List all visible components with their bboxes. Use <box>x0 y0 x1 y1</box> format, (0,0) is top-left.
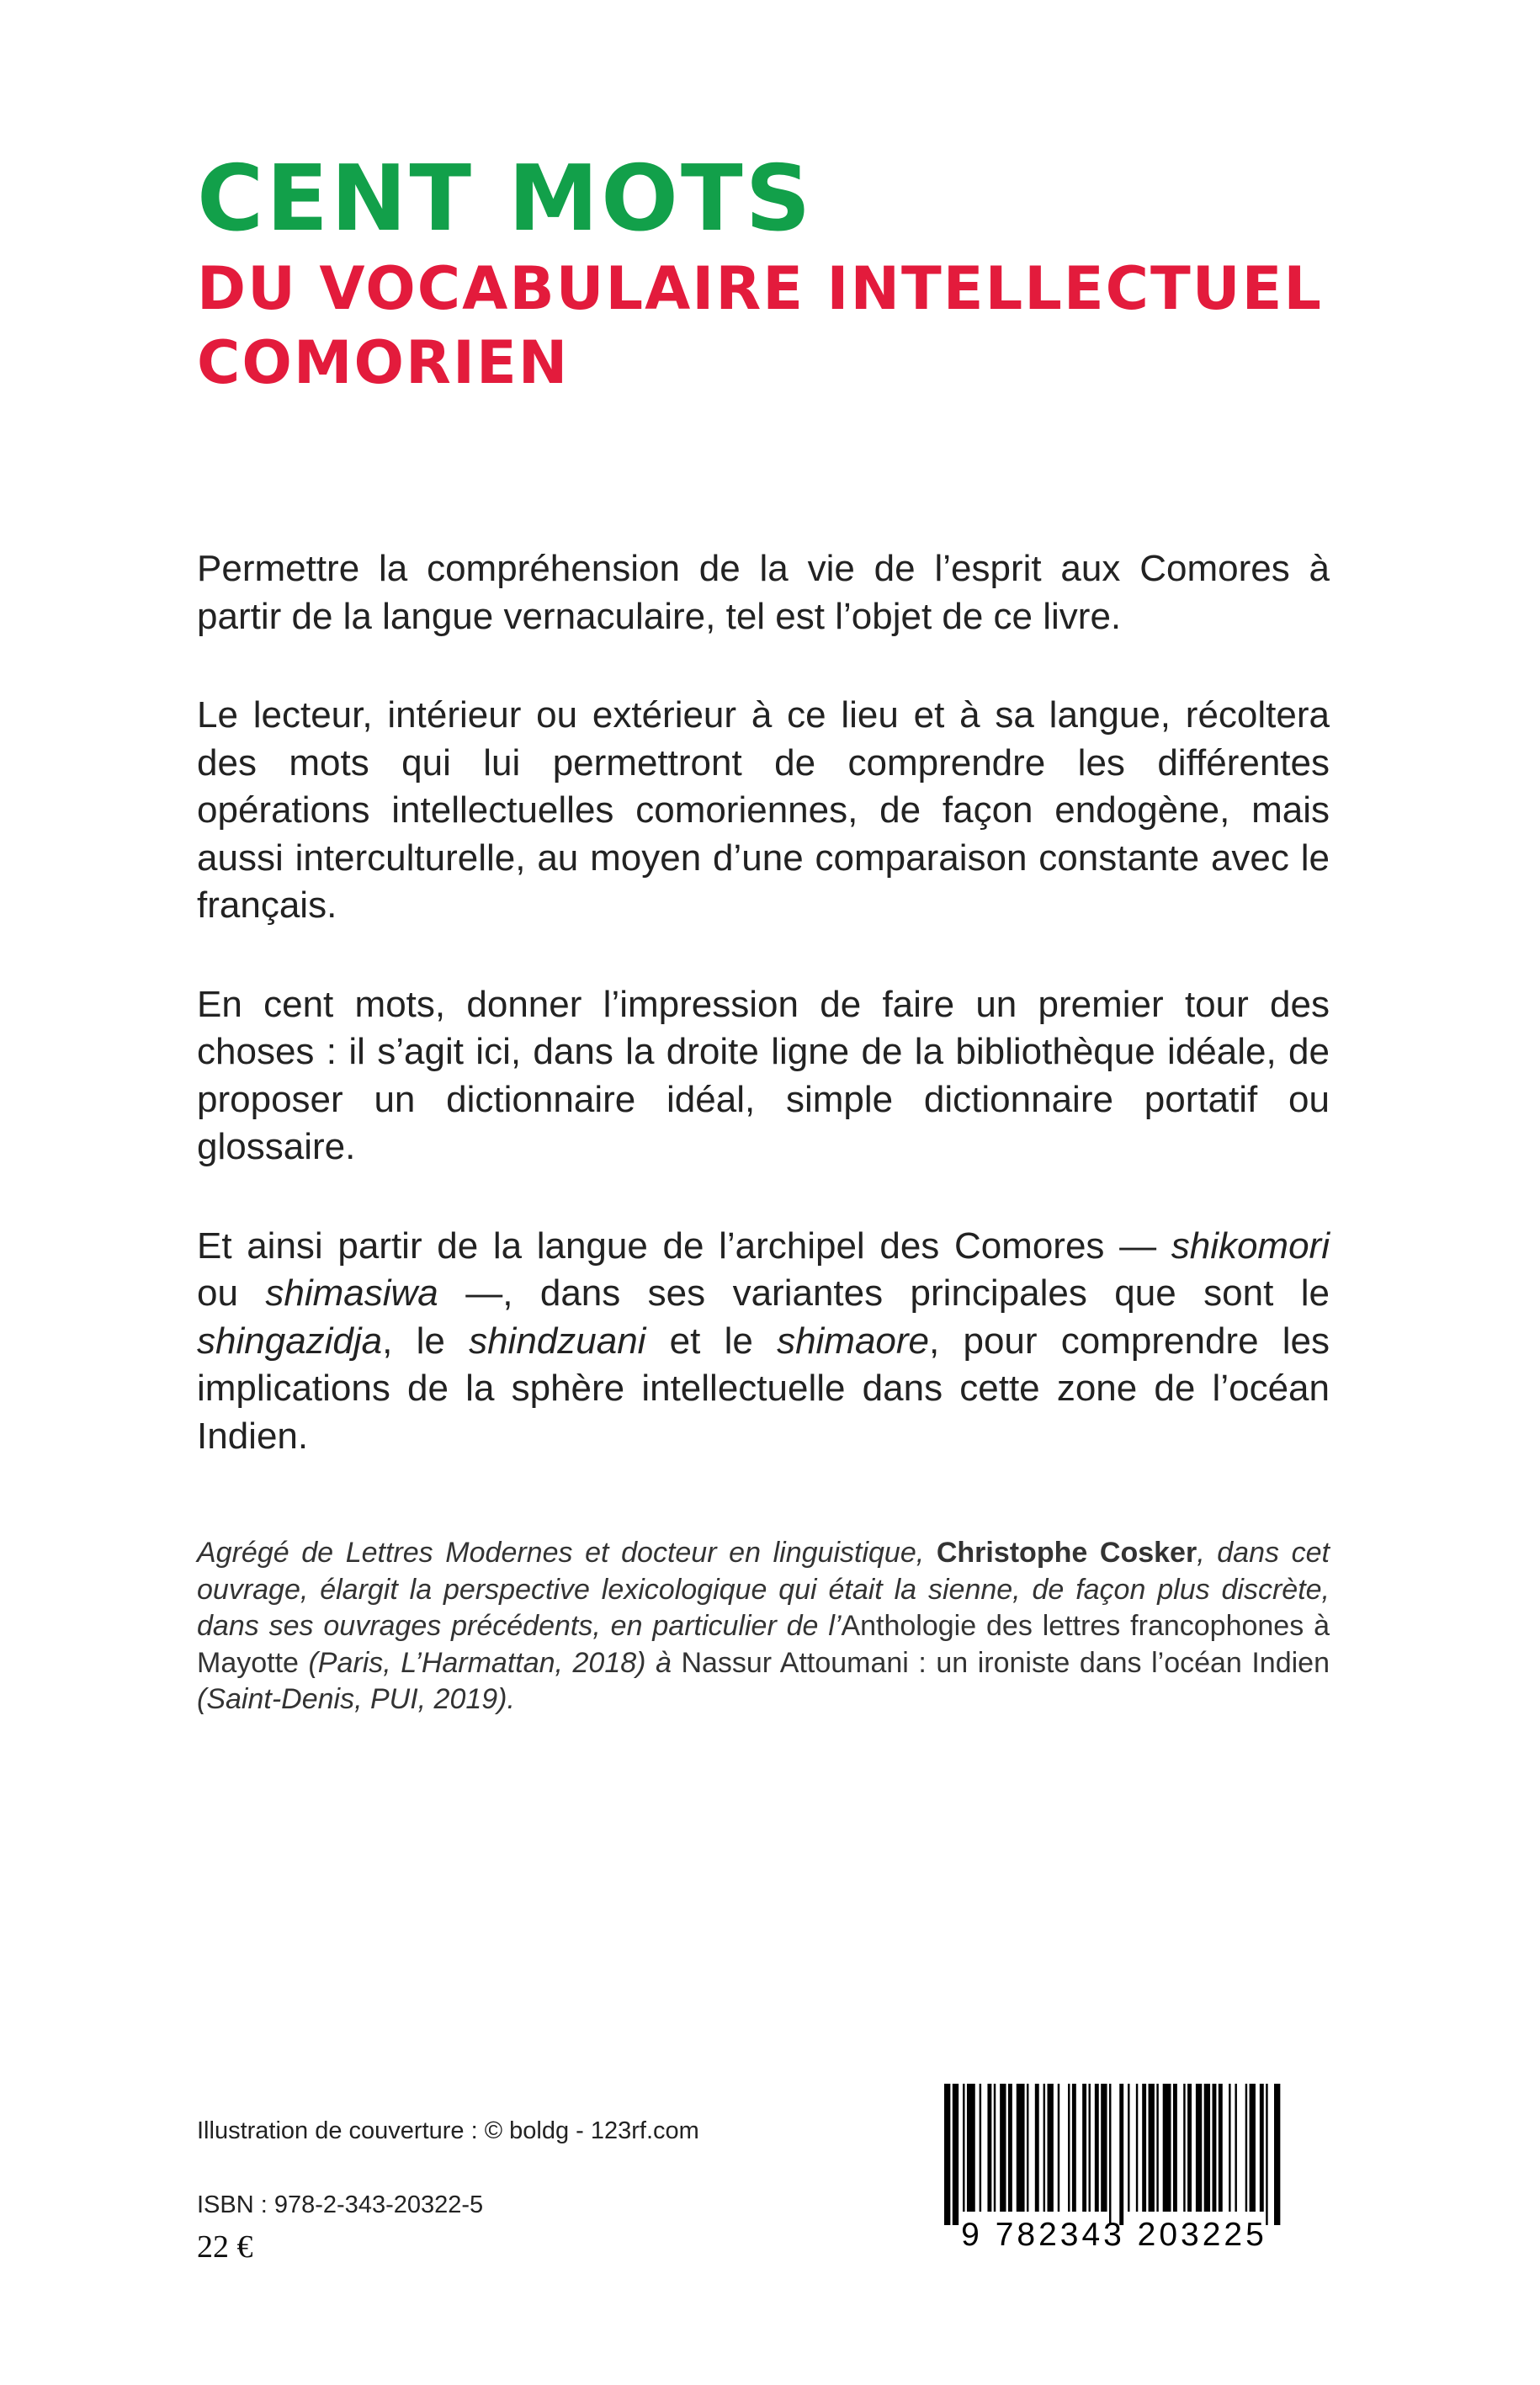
barcode-bar <box>1136 2084 1138 2212</box>
barcode-bar <box>1204 2084 1210 2212</box>
barcode-bar <box>1043 2084 1045 2212</box>
barcode-bar <box>1142 2084 1146 2212</box>
language-term: shimaore <box>777 1320 930 1362</box>
language-term: shikomori <box>1171 1224 1330 1267</box>
book-subtitle-line1: DU VOCABULAIRE INTELLECTUEL <box>197 254 1324 323</box>
text-run: , le <box>382 1320 470 1362</box>
barcode-bar <box>1266 2084 1267 2225</box>
barcode-bar <box>1095 2084 1099 2212</box>
blurb-paragraph-1: Permettre la compréhension de la vie de l’esprit aux Comores à partir de la langue vernaculaire, tel est l’objet de ce livre. <box>197 548 1330 637</box>
author-bio-paragraph <box>197 1535 1330 1718</box>
barcode-bar <box>1128 2084 1129 2212</box>
barcode-bar <box>1072 2084 1076 2212</box>
barcode-bar <box>1068 2084 1070 2212</box>
barcode-number: 9 782343 203225 <box>961 2217 1267 2253</box>
barcode-bar <box>1089 2084 1091 2212</box>
barcode-bar <box>1219 2084 1223 2212</box>
barcode-bar <box>1156 2084 1158 2212</box>
barcode-bar <box>1101 2084 1107 2212</box>
barcode-bar <box>953 2084 959 2225</box>
barcode-bar <box>1163 2084 1171 2212</box>
barcode-bar <box>1082 2084 1086 2212</box>
book-subtitle-line2: COMORIEN <box>197 328 570 397</box>
language-term: shindzuani <box>469 1320 646 1362</box>
text-run: , pour comprendre les implications de la sphère intellectuelle dans cette zone de l’océan Indien. <box>197 1320 1330 1457</box>
text-run: (Saint-Denis, PUI, 2019). <box>197 1683 515 1715</box>
barcode-bar <box>1274 2084 1280 2225</box>
book-title-ref: Anthologie des lettres francophones à Mayotte <box>197 1610 1330 1679</box>
barcode-bar <box>1017 2084 1025 2212</box>
barcode-bar <box>1048 2084 1054 2212</box>
barcode-bar <box>1058 2084 1059 2212</box>
barcode-bar <box>1027 2084 1028 2212</box>
text-run: Agrégé de Lettres Modernes et docteur en linguistique, <box>197 1537 937 1569</box>
text-run: —, dans ses variantes principales que sont le <box>438 1272 1330 1314</box>
barcode-bar <box>1196 2084 1202 2212</box>
barcode-bar <box>1183 2084 1185 2212</box>
book-title-ref: Nassur Attoumani : un ironiste dans l’océan Indien <box>681 1646 1330 1679</box>
barcode-bar <box>1250 2084 1256 2212</box>
price: 22 € <box>197 2229 253 2265</box>
title-block <box>197 147 1375 400</box>
blurb-paragraph-3: En cent mots, donner l’impression de faire un premier tour des choses : il s’agit ici, dans la droite ligne de la bibliothèque idéale, de proposer un dictionnaire idéal, simple dictionnaire portatif ou glossaire. <box>197 983 1330 1167</box>
book-title: CENT MOTS <box>197 146 814 252</box>
barcode-bar <box>1173 2084 1177 2212</box>
barcode-bar <box>1187 2084 1192 2212</box>
text-run: , dans cet ouvrage, élargit la perspective lexicologique qui était la sienne, de façon plus discrète, dans ses ouvrages précédents, en particulier de l’ <box>197 1537 1330 1642</box>
language-term: shimasiwa <box>265 1272 438 1314</box>
text-run: Et ainsi partir de la langue de l’archipel des Comores — <box>197 1224 1171 1267</box>
barcode-bar <box>944 2084 950 2225</box>
barcode-bar <box>1245 2084 1247 2212</box>
barcode-bar <box>994 2084 996 2212</box>
barcode-bar <box>1260 2084 1264 2212</box>
barcode-bar <box>987 2084 991 2212</box>
language-term: shingazidja <box>197 1320 383 1362</box>
illustration-credit: Illustration de couverture : © boldg - 123rf.com <box>197 2117 699 2144</box>
isbn: ISBN : 978-2-343-20322-5 <box>197 2191 484 2218</box>
text-run: (Paris, L’Harmattan, 2018) à <box>298 1646 682 1679</box>
blurb-paragraph-4 <box>197 1223 1330 1461</box>
text-run: ou <box>197 1272 266 1314</box>
barcode-bar <box>1109 2084 1111 2225</box>
barcode-bar <box>1235 2084 1236 2212</box>
blurb-paragraph-2: Le lecteur, intérieur ou extérieur à ce lieu et à sa langue, récoltera des mots qui lui permettront de comprendre les différentes opérations intellectuelles comoriennes, de façon endogène, mais aussi interculturelle, au moyen d’une comparaison constante avec le français. <box>197 694 1330 926</box>
barcode-bar <box>980 2084 981 2212</box>
barcode-bar <box>1149 2084 1155 2212</box>
text-run: et le <box>645 1320 778 1362</box>
author-name: Christophe Cosker <box>936 1537 1197 1569</box>
barcode-bar <box>1229 2084 1230 2212</box>
blurb <box>197 545 1330 1511</box>
barcode-bar <box>1119 2084 1123 2225</box>
author-bio <box>197 1535 1330 1718</box>
barcode-bar <box>963 2084 964 2212</box>
barcode-bar <box>1000 2084 1006 2212</box>
barcode-bar <box>967 2084 975 2212</box>
barcode-bar <box>1008 2084 1012 2212</box>
barcode-bar <box>1213 2084 1217 2212</box>
barcode-bar <box>1035 2084 1039 2212</box>
